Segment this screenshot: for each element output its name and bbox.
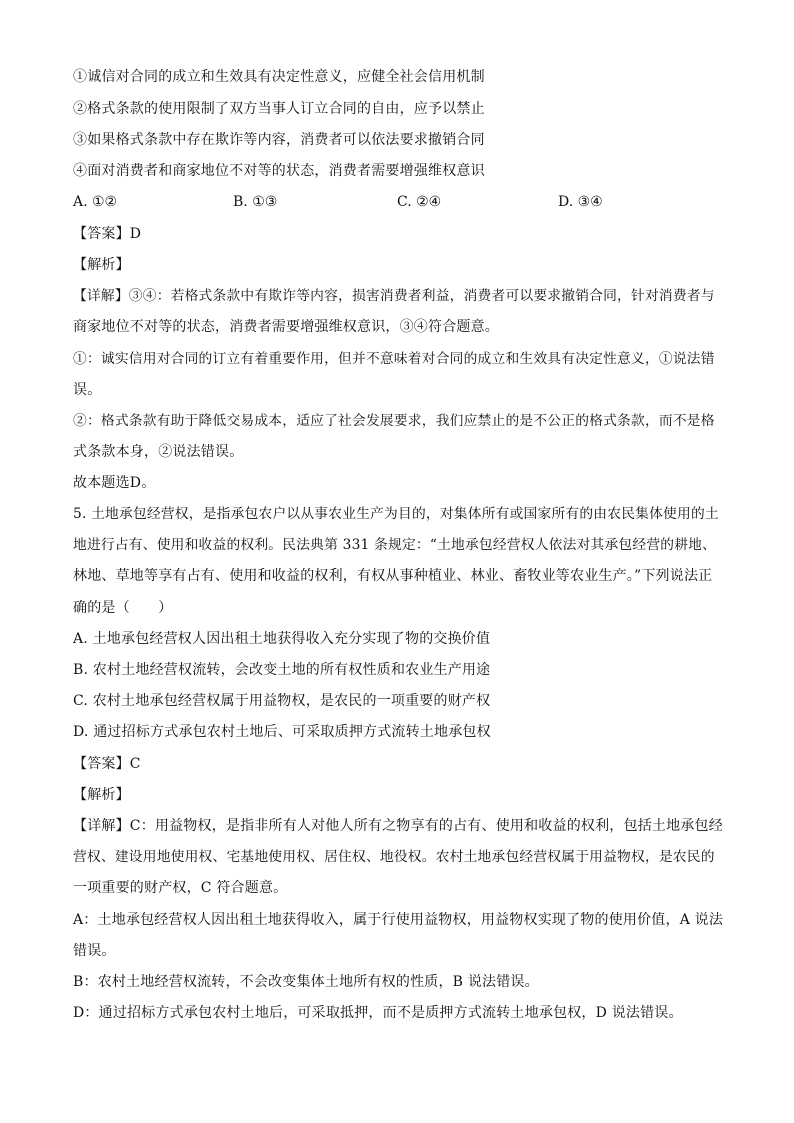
q4-conclusion: 故本题选D。 xyxy=(73,475,156,491)
statement-4: ④面对消费者和商家地位不对等的状态，消费者需要增强维权意识 xyxy=(73,163,485,179)
q4-detail-line-1: 【详解】③④：若格式条款中有欺诈等内容，损害消费者利益，消费者可以要求撤销合同，针对消费者与 xyxy=(73,288,715,304)
q5-detail-line-2: 营权、建设用地使用权、宅基地使用权、居住权、地役权。农村土地承包经营权属于用益物权，是农民的 xyxy=(73,849,715,865)
q4-option-a: A. ①② xyxy=(73,194,118,210)
q5-stem-line-2: 地进行占有、使用和收益的权利。民法典第 331 条规定：“土地承包经营权人依法对其承包经营的耕地、 xyxy=(73,537,717,553)
q5-detail-line-1: 【详解】C：用益物权，是指非所有人对他人所有之物享有的占有、使用和收益的权利，包括土地承包经 xyxy=(73,818,723,834)
q4-detail-line-4: 误。 xyxy=(73,382,102,398)
q5-option-c: C. 农村土地承包经营权属于用益物权，是农民的一项重要的财产权 xyxy=(73,693,491,709)
statement-2: ②格式条款的使用限制了双方当事人订立合同的自由，应予以禁止 xyxy=(73,101,485,117)
q5-option-d: D. 通过招标方式承包农村土地后、可采取质押方式流转土地承包权 xyxy=(73,724,491,740)
q4-detail-line-5: ②：格式条款有助于降低交易成本，适应了社会发展要求，我们应禁止的是不公正的格式条款，而不是格 xyxy=(73,413,715,429)
q4-detail-line-3: ①：诚实信用对合同的订立有着重要作用，但并不意味着对合同的成立和生效具有决定性意义，①说法错 xyxy=(73,351,715,367)
q4-option-b: B. ①③ xyxy=(233,194,278,210)
statement-3: ③如果格式条款中存在欺诈等内容，消费者可以依法要求撤销合同 xyxy=(73,132,485,148)
q4-answer: 【答案】D xyxy=(73,226,142,242)
q4-detail-line-6: 式条款本身，②说法错误。 xyxy=(73,444,244,460)
q5-detail-line-7: D：通过招标方式承包农村土地后，可采取抵押，而不是质押方式流转土地承包权，D 说法错误。 xyxy=(73,1005,683,1021)
q5-detail-line-4: A：土地承包经营权人因出租土地获得收入，属于行使用益物权，用益物权实现了物的使用价值，A 说法 xyxy=(73,912,724,928)
q4-option-d: D. ③④ xyxy=(558,194,603,210)
statement-1: ①诚信对合同的成立和生效具有决定性意义，应健全社会信用机制 xyxy=(73,69,485,85)
q5-analysis-label: 【解析】 xyxy=(73,787,130,803)
q4-option-c: C. ②④ xyxy=(397,194,442,210)
q5-stem-line-1: 5. 土地承包经营权，是指承包农户以从事农业生产为目的，对集体所有或国家所有的由农民集体使用的土 xyxy=(73,506,719,522)
q5-stem-line-3: 林地、草地等享有占有、使用和收益的权利，有权从事种植业、林业、畜牧业等农业生产。”下列说法正 xyxy=(73,568,713,584)
q5-detail-line-5: 错误。 xyxy=(73,943,116,959)
q5-detail-line-3: 一项重要的财产权，C 符合题意。 xyxy=(73,880,288,896)
q5-option-b: B. 农村土地经营权流转，会改变土地的所有权性质和农业生产用途 xyxy=(73,662,491,678)
q5-option-a: A. 土地承包经营权人因出租土地获得收入充分实现了物的交换价值 xyxy=(73,631,491,647)
q4-analysis-label: 【解析】 xyxy=(73,257,130,273)
q5-answer: 【答案】C xyxy=(73,756,141,772)
q4-detail-line-2: 商家地位不对等的状态，消费者需要增强维权意识，③④符合题意。 xyxy=(73,319,499,335)
q5-detail-line-6: B：农村土地经营权流转，不会改变集体土地所有权的性质，B 说法错误。 xyxy=(73,974,539,990)
q5-stem-line-4: 确的是（ ） xyxy=(73,600,173,616)
